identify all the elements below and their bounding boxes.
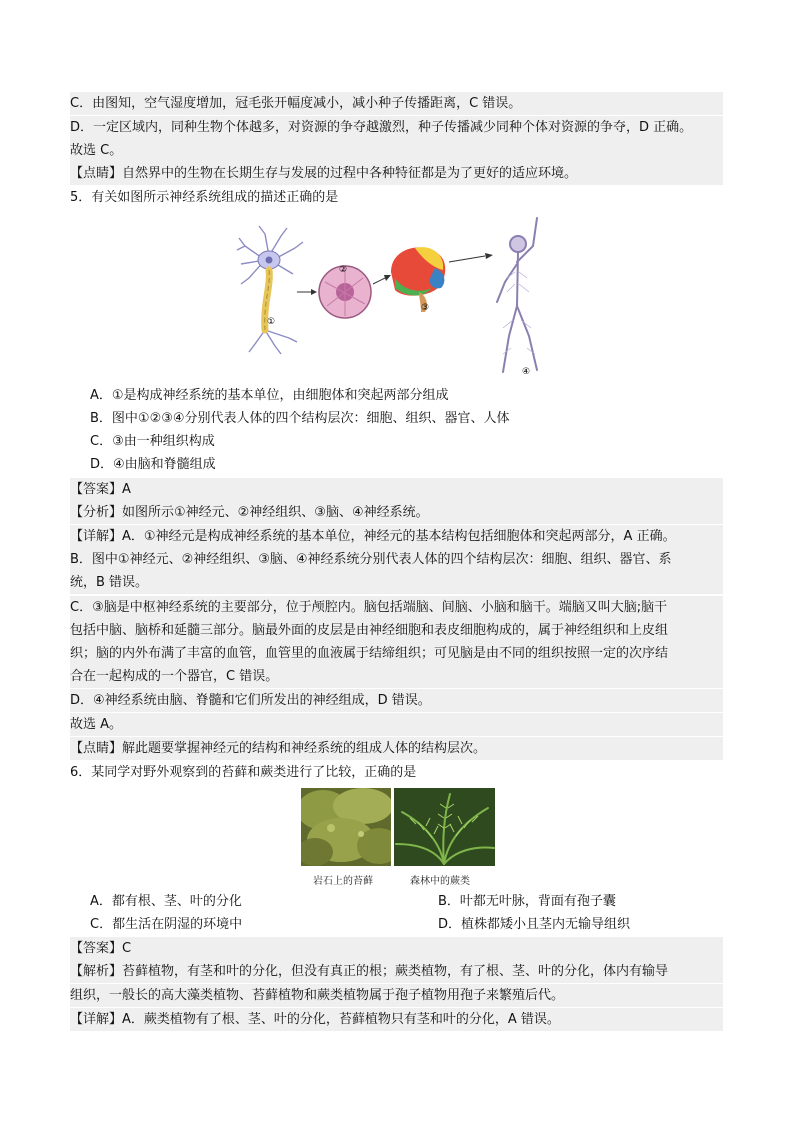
label-3: ③ bbox=[421, 303, 430, 313]
q5-detail-line: 【详解】A．①神经元是构成神经系统的基本单位，神经元的基本结构包括细胞体和突起两部分，A 正确。 bbox=[70, 525, 723, 548]
q4-option-c-explanation: C．由图知，空气湿度增加，冠毛张开幅度减小，减小种子传播距离，C 错误。 bbox=[70, 92, 723, 115]
q5-tip: 【点睛】解此题要掌握神经元的结构和神经系统的组成人体的结构层次。 bbox=[70, 737, 723, 760]
fern-photo bbox=[394, 788, 495, 866]
q6-option-d: D．植株都矮小且茎内无输导组织 bbox=[438, 917, 631, 932]
q6-analysis-line: 【解析】苔藓植物，有茎和叶的分化，但没有真正的根；蕨类植物，有了根、茎、叶的分化，体内有输导 bbox=[70, 960, 723, 983]
q5-analysis: 【分析】如图所示①神经元、②神经组织、③脑、④神经系统。 bbox=[70, 501, 723, 524]
label-2: ② bbox=[339, 265, 348, 275]
label-4: ④ bbox=[522, 367, 531, 377]
q5-detail-line: C．③脑是中枢神经系统的主要部分，位于颅腔内。脑包括端脑、间脑、小脑和脑干。端脑又叫大脑;脑干 bbox=[70, 596, 723, 619]
q6-analysis-line: 组织，一般长的高大藻类植物、苔藓植物和蕨类植物属于孢子植物用孢子来繁殖后代。 bbox=[70, 984, 723, 1007]
q6-options-row-1 bbox=[90, 890, 723, 913]
q5-detail-line: B．图中①神经元、②神经组织、③脑、④神经系统分别代表人体的四个结构层次：细胞、组织、器官、系 bbox=[70, 548, 723, 571]
q6-answer: 【答案】C bbox=[70, 937, 723, 960]
q6-option-c: C．都生活在阴湿的环境中 bbox=[90, 917, 243, 932]
q4-choose: 故选 C。 bbox=[70, 139, 723, 162]
nervous-system-figure bbox=[235, 212, 555, 380]
q6-option-b: B．叶都无叶脉，背面有孢子囊 bbox=[438, 894, 616, 909]
q4-tip: 【点睛】自然界中的生物在长期生存与发展的过程中各种特征都是为了更好的适应环境。 bbox=[70, 162, 723, 185]
moss-caption: 岩石上的苔藓 bbox=[313, 876, 373, 887]
q5-stem: 5．有关如图所示神经系统组成的描述正确的是 bbox=[70, 190, 339, 205]
fern-caption: 森林中的蕨类 bbox=[410, 876, 470, 887]
q5-option-c: C．③由一种组织构成 bbox=[90, 434, 215, 449]
q5-detail-line: 统，B 错误。 bbox=[70, 571, 723, 594]
moss-photo bbox=[301, 788, 391, 866]
q5-detail-line: D．④神经系统由脑、脊髓和它们所发出的神经组成，D 错误。 bbox=[70, 689, 723, 712]
q5-detail-line: 包括中脑、脑桥和延髓三部分。脑最外面的皮层是由神经细胞和表皮细胞构成的，属于神经组织和上皮组 bbox=[70, 619, 723, 642]
q6-stem: 6．某同学对野外观察到的苔藓和蕨类进行了比较，正确的是 bbox=[70, 765, 417, 780]
q6-option-a: A．都有根、茎、叶的分化 bbox=[90, 894, 242, 909]
q6-options-row-2 bbox=[90, 913, 723, 936]
neuron-image bbox=[237, 226, 303, 354]
q4-option-d-explanation: D．一定区域内，同种生物个体越多，对资源的争夺越激烈，种子传播减少同种个体对资源的争夺，D 正确。 bbox=[70, 116, 723, 139]
label-1: ① bbox=[267, 317, 276, 327]
q5-detail-line: 织；脑的内外布满了丰富的血管，血管里的血液属于结缔组织；可见脑是由不同的组织按照一定的次序结 bbox=[70, 642, 723, 665]
nerve-tissue-image bbox=[319, 265, 371, 318]
q5-detail-line: 合在一起构成的一个器官，C 错误。 bbox=[70, 665, 723, 688]
q5-option-a: A．①是构成神经系统的基本单位，由细胞体和突起两部分组成 bbox=[90, 388, 449, 403]
q5-option-b: B．图中①②③④分别代表人体的四个结构层次：细胞、组织、器官、人体 bbox=[90, 411, 510, 426]
q5-answer: 【答案】A bbox=[70, 478, 723, 501]
brain-image bbox=[391, 247, 445, 313]
q5-option-d: D．④由脑和脊髓组成 bbox=[90, 457, 216, 472]
q5-detail-line: 故选 A。 bbox=[70, 713, 723, 736]
human-nervous-system-image bbox=[497, 218, 537, 377]
q6-detail-a: 【详解】A．蕨类植物有了根、茎、叶的分化，苔藓植物只有茎和叶的分化，A 错误。 bbox=[70, 1008, 723, 1031]
